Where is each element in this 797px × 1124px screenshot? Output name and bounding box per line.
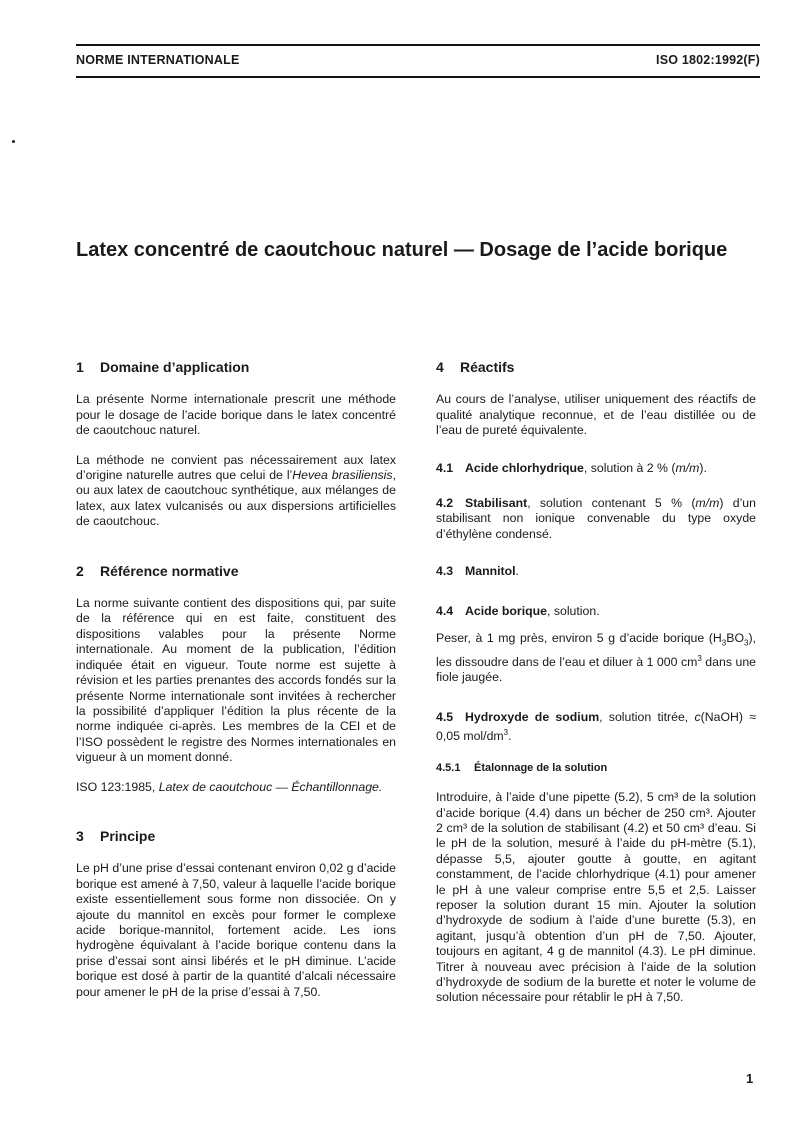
r44-sub: 3 <box>721 638 727 648</box>
header-left: NORME INTERNATIONALE <box>76 53 240 67</box>
r44-sup: 3 <box>697 653 702 663</box>
subsection-4-5-1-para: Introduire, à l’aide d’une pipette (5.2), 5 cm³ de la solution d’acide borique (4.4) dans un bécher de 250 cm³. Ajouter 2 cm³ de la solution de stabilisant (4.2) et 50 cm³ d’eau. Si le pH de la solution, mesuré à l’aide du pH-mètre (5.1), dépasse 5,5, ajouter goutte à goutte, en agitant constamment, de l’acide chlorhydrique (4.1) pour amener le pH à une valeur comprise entre 5,5 et 2,5. Laisser reposer la solution durant 15 min. Ajouter la solution d’hydroxyde de sodium à l’aide d’une burette (5.3), en agitant, jusqu’à obtention d’un pH de 7,50. Ajouter, toujours en agitant, 4 g de mannitol (4.3). Le pH diminue. Titrer à nouveau avec précision à l’aide de la solution d’hydroxyde de sodium de la burette et noter le volume de solution nécessaire pour rétablir le pH à 7,50. <box>436 790 756 1005</box>
reagent-4-5 <box>436 710 756 745</box>
r44-name: Acide borique <box>465 603 547 618</box>
r45-text-a: , solution titrée, <box>599 709 695 724</box>
r42-num: 4.2 <box>436 496 454 511</box>
section-2-number: 2 <box>76 562 84 579</box>
r45-end: . <box>508 729 512 744</box>
r44-num: 4.4 <box>436 603 454 618</box>
section-1-heading <box>76 360 396 375</box>
r45-c: c <box>694 709 701 724</box>
section-2-heading <box>76 564 396 579</box>
section-1-number: 1 <box>76 359 84 375</box>
section-2-reference <box>76 780 396 795</box>
r42-name: Stabilisant <box>465 496 528 511</box>
subsection-4-5-1-heading <box>436 761 756 776</box>
r41-name: Acide chlorhydrique <box>465 460 584 475</box>
r45-name: Hydroxyde de sodium <box>465 709 600 724</box>
section-3-heading <box>76 829 396 844</box>
ref-title: Latex de caoutchouc — Échantillonnage. <box>158 779 383 794</box>
page-number: 1 <box>746 1071 754 1086</box>
s1p2a: La méthode ne convient pas nécessairement aux latex d’origine naturelle autres que celui de l’ <box>76 452 396 483</box>
scan-speck <box>12 140 15 143</box>
s1p2b: , ou aux latex de caoutchouc synthétique, aux mélanges de latex, aux latex vulcanisés ou aux dispersions artificielles de caoutchouc. <box>76 468 396 529</box>
r41-end: ). <box>699 460 707 475</box>
header-right: ISO 1802:1992(F) <box>656 53 760 67</box>
r41-unit: m/m <box>675 460 700 475</box>
section-1-title: Domaine d’application <box>100 359 250 375</box>
section-3-title: Principe <box>100 827 156 844</box>
r451-title: Étalonnage de la solution <box>474 761 608 774</box>
r41-text: , solution à 2 % ( <box>583 460 676 475</box>
reagent-4-2 <box>436 496 756 542</box>
r44pb: BO <box>726 631 745 646</box>
r451-num: 4.5.1 <box>436 761 461 774</box>
section-2-para-1: La norme suivante contient des dispositions qui, par suite de la référence qui en est faite, constituent des dispositions valables pour la présente Norme internationale. Au moment de la publication, l’édition indiquée était en vigueur. Toute norme est sujette à révision et les parties prenantes des accords fondés sur la présente Norme internationale sont invitées à rechercher la possibilité d’appliquer l’édition la plus récente de la norme indiquée ci-après. Les membres de la CEI et de l’ISO possèdent le registre des Normes internationales en vigueur à un moment donné. <box>76 596 396 765</box>
section-2-title: Référence normative <box>100 562 239 579</box>
r44pa: Peser, à 1 mg près, environ 5 g d’acide borique (H <box>436 631 722 646</box>
section-1-para-2 <box>76 453 396 530</box>
r44-text: , solution. <box>547 603 600 618</box>
reagent-4-1 <box>436 461 756 476</box>
r45-num: 4.5 <box>436 709 454 724</box>
r42-unit: m/m <box>695 496 720 511</box>
r43-end: . <box>515 564 519 579</box>
r43-num: 4.3 <box>436 564 454 579</box>
r41-num: 4.1 <box>436 460 454 475</box>
r45-sup: 3 <box>503 728 509 738</box>
r45-text-b: (NaOH) ≈ 0,05 mol/dm <box>436 709 756 744</box>
section-4-title: Réactifs <box>460 359 515 375</box>
section-3-para-1: Le pH d’une prise d’essai contenant environ 0,02 g d’acide borique est amené à 7,50, valeur à laquelle l’acide borique existe essentiellement sous forme non dissociée. On y ajoute du mannitol en excès pour former le complexe acide borique-mannitol, fortement acide. Les ions hydrogène équivalant à l’acide borique contenu dans la prise d’essai sont ainsi libérés et le pH diminue. L’acide borique est dosé à partir de la quantité d’alcali nécessaire pour amener le pH de la prise d’essai à 7,50. <box>76 861 396 999</box>
page-header <box>76 44 760 78</box>
r42-text-b: ) d’un stabilisant non ionique convenable du type oxyde d’éthylène condensé. <box>436 496 756 541</box>
left-column <box>76 360 396 1014</box>
r44-sub-b: 3 <box>744 638 749 648</box>
reagent-4-4-para <box>436 631 756 686</box>
section-4-number: 4 <box>436 359 444 375</box>
document-title: Latex concentré de caoutchouc naturel — Dosage de l’acide borique <box>76 239 728 261</box>
section-3-number: 3 <box>76 827 84 844</box>
r42-text-a: , solution contenant 5 % ( <box>527 496 696 511</box>
section-4-para-1: Au cours de l’analyse, utiliser uniquement des réactifs de qualité analytique reconnue, et de l’eau distillée ou de l’eau de pureté équivalente. <box>436 392 756 438</box>
right-column <box>436 360 756 1020</box>
r43-name: Mannitol <box>465 564 516 579</box>
section-4-heading <box>436 360 756 375</box>
r44pd: dans une fiole jaugée. <box>436 655 756 685</box>
ref-code: ISO 123:1985, <box>76 779 159 794</box>
section-1-para-1: La présente Norme internationale prescrit une méthode pour le dosage de l’acide borique dans le latex concentré de caoutchouc naturel. <box>76 392 396 438</box>
reagent-4-3 <box>436 564 756 579</box>
r44pc: ), les dissoudre dans de l’eau et diluer à 1 000 cm <box>436 631 756 670</box>
reagent-4-4 <box>436 604 756 619</box>
species-name: Hevea brasiliensis <box>292 468 393 483</box>
